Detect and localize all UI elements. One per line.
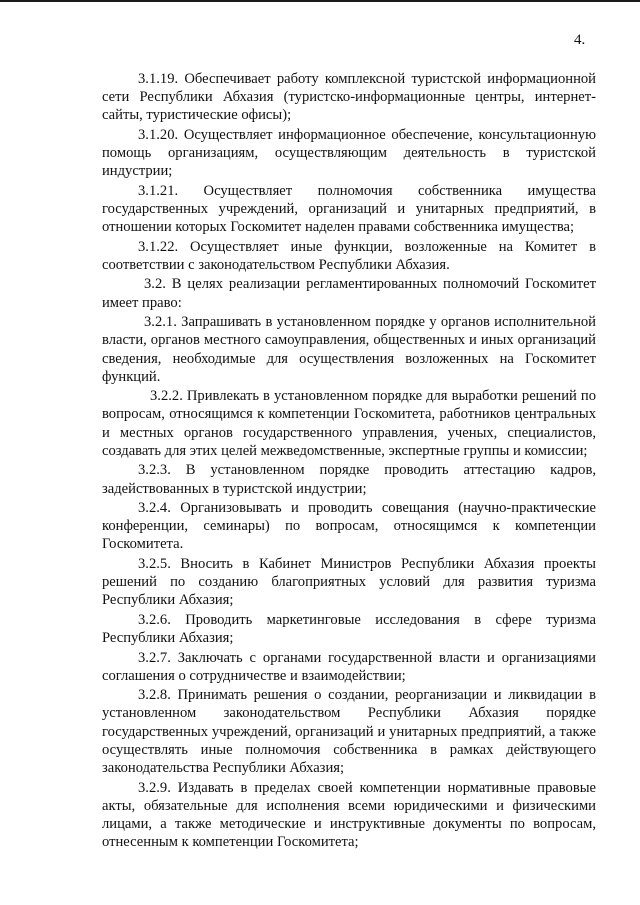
top-edge-rule xyxy=(0,0,640,2)
paragraph-3-1-21: 3.1.21. Осуществляет полномочия собственника имущества государственных учреждений, организаций и унитарных предприятий, в отношении которых Госкомитет наделен правами собственника имущества; xyxy=(102,182,596,236)
paragraph-3-2-6: 3.2.6. Проводить маркетинговые исследования в сфере туризма Республики Абхазия; xyxy=(102,611,596,647)
paragraph-3-1-19: 3.1.19. Обеспечивает работу комплексной туристской информационной сети Республики Абхазия (туристско-информационные центры, интернет-сайты, туристические офисы); xyxy=(102,71,596,124)
document-body xyxy=(102,70,596,853)
paragraph-3-1-20: 3.1.20. Осуществляет информационное обеспечение, консультационную помощь организациям, осуществляющим деятельность в туристской индустрии; xyxy=(102,126,596,180)
paragraph-3-2: 3.2. В целях реализации регламентированных полномочий Госкомитет имеет право: xyxy=(102,276,596,311)
paragraph-3-2-1: 3.2.1. Запрашивать в установленном порядке у органов исполнительной власти, органов местного самоуправления, общественных и иных организаций сведения, необходимые для осуществления возложенных на Госкомитет функций. xyxy=(102,314,596,385)
paragraph-3-2-3: 3.2.3. В установленном порядке проводить аттестацию кадров, задействованных в туристской индустрии; xyxy=(102,462,596,497)
paragraph-3-2-7: 3.2.7. Заключать с органами государственной власти и организациями соглашения о сотрудничестве и взаимодействии; xyxy=(102,649,596,684)
paragraph-3-2-4: 3.2.4. Организовывать и проводить совещания (научно-практические конференции, семинары) по вопросам, относящимся к компетенции Госкомитета. xyxy=(102,500,596,553)
page-number: 4. xyxy=(574,32,586,48)
paragraph-3-2-9: 3.2.9. Издавать в пределах своей компетенции нормативные правовые акты, обязательные для исполнения всеми юридическими и физическими лицами, а также методические и инструктивные документы по вопросам, отнесенным к компетенции Госкомитета; xyxy=(102,779,596,851)
paragraph-3-1-22: 3.1.22. Осуществляет иные функции, возложенные на Комитет в соответствии с законодательством Республики Абхазия. xyxy=(102,238,596,273)
paragraph-3-2-2: 3.2.2. Привлекать в установленном порядке для выработки решений по вопросам, относящимся к компетенции Госкомитета, работников центральных и местных органов государственного управления, ученых, специалистов, создавать для этих целей межведомственные, экспертные группы и комиссии; xyxy=(102,388,596,459)
paragraph-3-2-5: 3.2.5. Вносить в Кабинет Министров Республики Абхазия проекты решений по созданию благоприятных условий для развития туризма Республики Абхазия; xyxy=(102,555,596,609)
paragraph-3-2-8: 3.2.8. Принимать решения о создании, реорганизации и ликвидации в установленном законодательством Республики Абхазия порядке государственных учреждений, организаций и унитарных предприятий, а также осуществлять иные полномочия собственника в рамках действующего законодательства Республики Абхазия; xyxy=(102,687,596,777)
